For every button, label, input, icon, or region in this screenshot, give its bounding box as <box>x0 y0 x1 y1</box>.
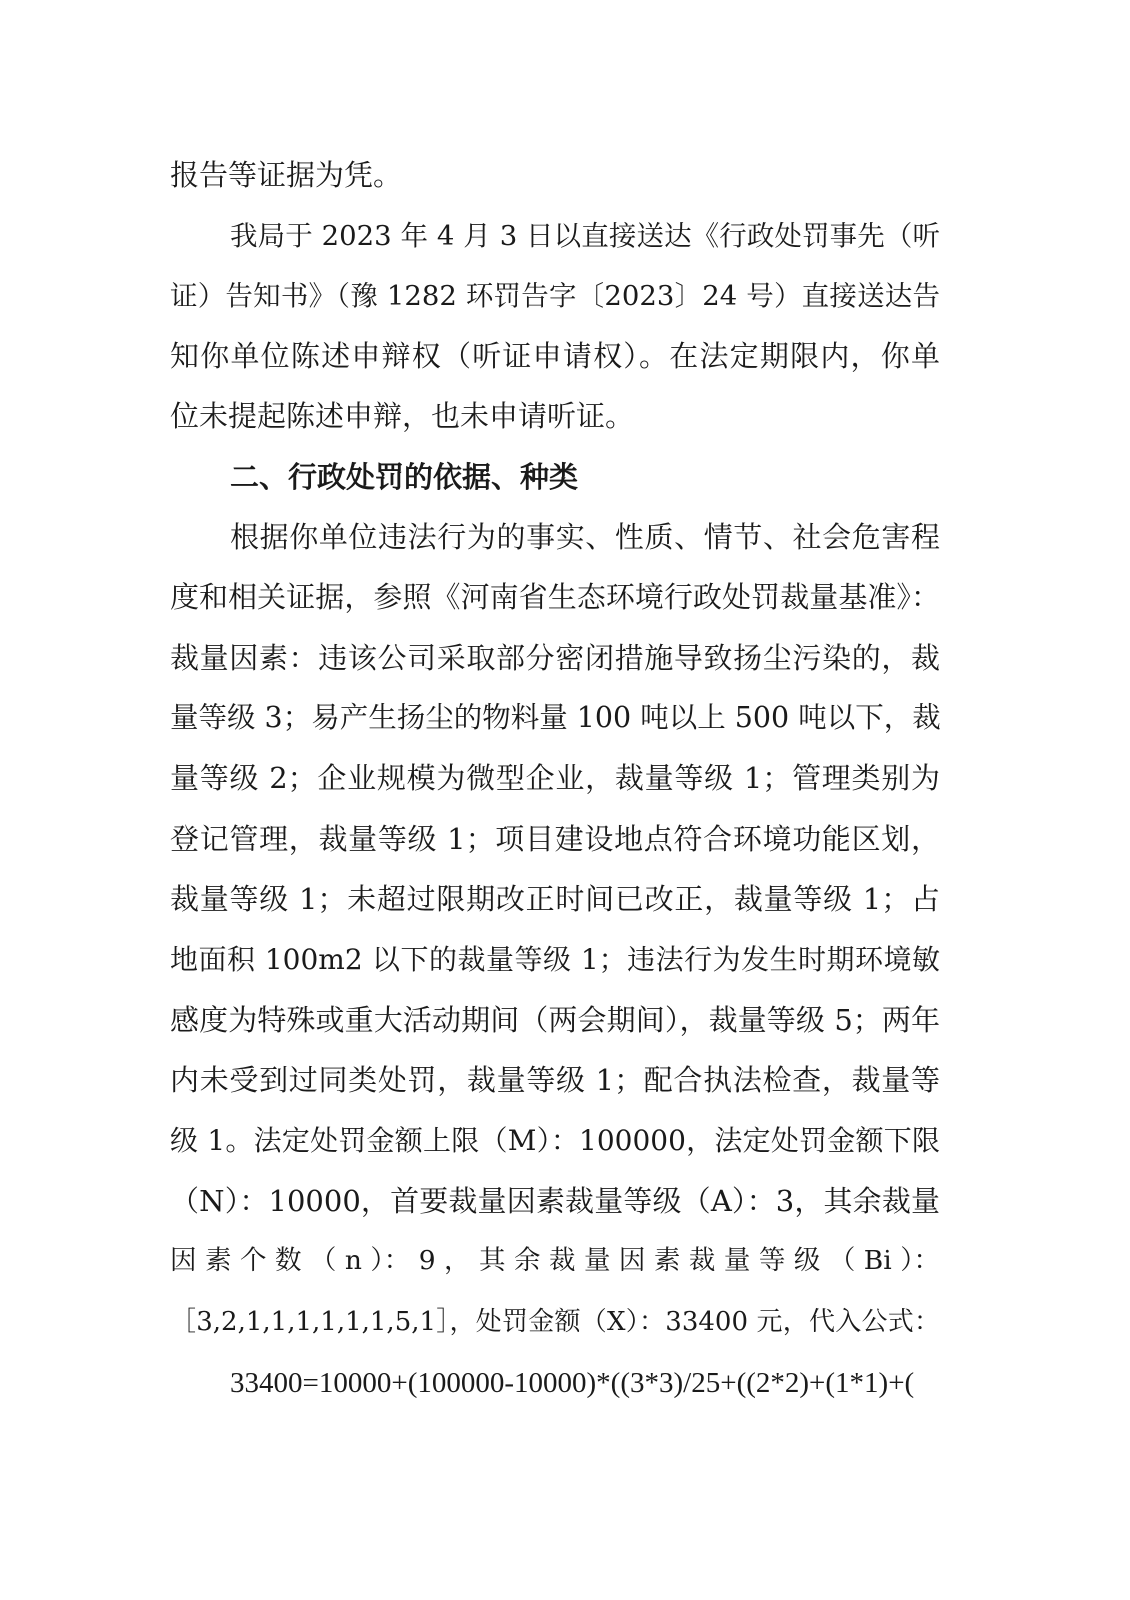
paragraph-line: 裁量等级 1；未超过限期改正时间已改正，裁量等级 1；占 <box>170 882 940 916</box>
paragraph-line: 根据你单位违法行为的事实、性质、情节、社会危害程 <box>230 520 940 554</box>
paragraph-line: （N）：10000，首要裁量因素裁量等级（A）：3，其余裁量 <box>170 1184 940 1218</box>
paragraph-line: 级 1。法定处罚金额上限（M）：100000，法定处罚金额下限 <box>170 1124 940 1157</box>
paragraph-line: 因 素 个 数 （ n ）： 9 ， 其 余 裁 量 因 素 裁 量 等 级 （ Bi ）： <box>170 1245 940 1276</box>
paragraph-line: 报告等证据为凭。 <box>170 158 403 192</box>
paragraph-line: 度和相关证据，参照《河南省生态环境行政处罚裁量基准》： <box>170 580 940 614</box>
paragraph-line: 知你单位陈述申辩权（听证申请权）。在法定期限内，你单 <box>170 339 940 373</box>
paragraph-line: 裁量因素：违该公司采取部分密闭措施导致扬尘污染的，裁 <box>170 641 940 675</box>
paragraph-line: 位未提起陈述申辩，也未申请听证。 <box>170 399 635 433</box>
paragraph-line: 量等级 3；易产生扬尘的物料量 100 吨以上 500 吨以下，裁 <box>170 701 941 734</box>
paragraph-line: 登记管理，裁量等级 1；项目建设地点符合环境功能区划， <box>170 822 940 856</box>
paragraph-line: 内未受到过同类处罚，裁量等级 1；配合执法检查，裁量等 <box>170 1063 940 1097</box>
formula-line: 33400=10000+(100000-10000)*((3*3)/25+((2*2)+(1*1)+( <box>230 1367 915 1399</box>
paragraph-line: 我局于 2023 年 4 月 3 日以直接送达《行政处罚事先（听 <box>230 220 940 252</box>
section-heading: 二、行政处罚的依据、种类 <box>230 460 579 494</box>
paragraph-line: ［3,2,1,1,1,1,1,1,5,1］，处罚金额（X）：33400 元，代入公式： <box>170 1307 940 1337</box>
paragraph-line: 地面积 100m2 以下的裁量等级 1；违法行为发生时期环境敏 <box>170 943 940 976</box>
paragraph-line: 证）告知书》（豫 1282 环罚告字〔2023〕24 号）直接送达告 <box>170 280 940 312</box>
paragraph-line: 感度为特殊或重大活动期间（两会期间），裁量等级 5；两年 <box>170 1003 940 1037</box>
paragraph-line: 量等级 2；企业规模为微型企业，裁量等级 1；管理类别为 <box>170 761 940 795</box>
